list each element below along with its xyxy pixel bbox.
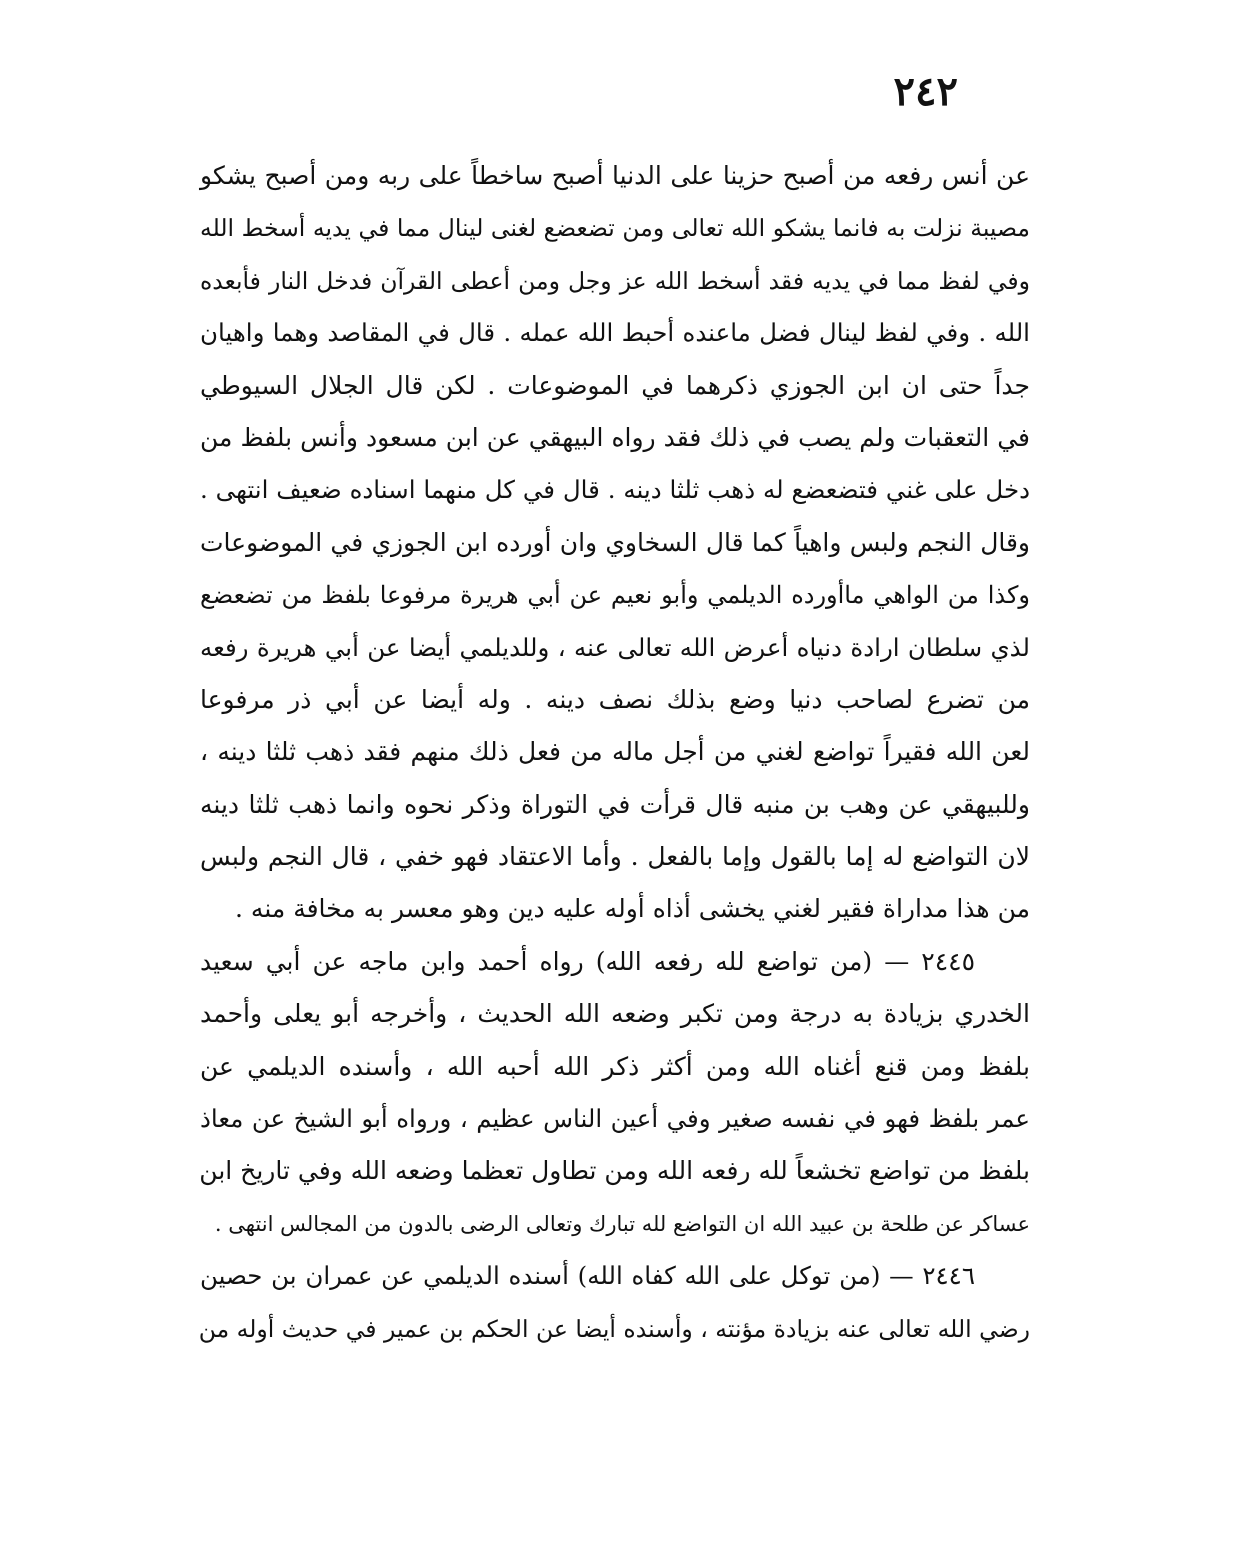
text-line: من تضرع لصاحب دنيا وضع بذلك نصف دينه . وله أيضا عن أبي ذر مرفوعا <box>200 684 1030 714</box>
text-line: جداً حتى ان ابن الجوزي ذكرهما في الموضوعات . لكن قال الجلال السيوطي <box>200 370 1030 400</box>
text-line: وللبيهقي عن وهب بن منبه قال قرأت في التوراة وذكر نحوه وانما ذهب ثلثا دينه <box>200 789 1030 819</box>
text-line: مصيبة نزلت به فانما يشكو الله تعالى ومن تضعضع لغنى لينال مما في يديه أسخط الله <box>200 214 1030 243</box>
page-number: ٢٤٢ <box>893 68 958 115</box>
text-line: رضي الله تعالى عنه بزيادة مؤنته ، وأسنده أيضا عن الحكم بن عمير في حديث أوله من <box>198 1314 1030 1343</box>
text-line: الخدري بزيادة به درجة ومن تكبر وضعه الله الحديث ، وأخرجه أبو يعلى وأحمد <box>200 999 1030 1029</box>
text-line: بلفظ ومن قنع أغناه الله ومن أكثر ذكر الله أحبه الله ، وأسنده الديلمي عن <box>200 1051 1030 1081</box>
text-line: ٢٤٤٦ — (من توكل على الله كفاه الله) أسنده الديلمي عن عمران بن حصين <box>200 1261 975 1291</box>
text-line: الله . وفي لفظ لينال فضل ماعنده أحبط الله عمله . قال في المقاصد وهما واهيان <box>200 318 1030 348</box>
text-line: لان التواضع له إما بالقول وإما بالفعل . وأما الاعتقاد فهو خفي ، قال النجم ولبس <box>200 842 1030 872</box>
text-line: دخل على غني فتضعضع له ذهب ثلثا دينه . قال في كل منهما اسناده ضعيف انتهى . <box>200 475 1030 505</box>
text-line: في التعقبات ولم يصب في ذلك فقد رواه البيهقي عن ابن مسعود وأنس بلفظ من <box>200 422 1030 452</box>
text-line: وفي لفظ مما في يديه فقد أسخط الله عز وجل ومن أعطى القرآن فدخل النار فأبعده <box>200 266 1030 295</box>
text-line: عمر بلفظ فهو في نفسه صغير وفي أعين الناس عظيم ، ورواه أبو الشيخ عن معاذ <box>200 1104 1030 1134</box>
text-line: ٢٤٤٥ — (من تواضع لله رفعه الله) رواه أحمد وابن ماجه عن أبي سعيد <box>200 946 975 976</box>
text-line: لذي سلطان ارادة دنياه أعرض الله تعالى عنه ، وللديلمي أيضا عن أبي هريرة رفعه <box>200 632 1030 662</box>
text-line: عن أنس رفعه من أصبح حزينا على الدنيا أصبح ساخطاً على ربه ومن أصبح يشكو <box>200 161 1030 190</box>
text-line: وكذا من الواهي ماأورده الديلمي وأبو نعيم عن أبي هريرة مرفوعا بلفظ من تضعضع <box>200 581 1030 610</box>
text-line: عساكر عن طلحة بن عبيد الله ان التواضع لله تبارك وتعالى الرضى بالدون من المجالس انتهى . <box>214 1211 1030 1236</box>
text-line: لعن الله فقيراً تواضع لغني من أجل ماله من فعل ذلك منهم فقد ذهب ثلثا دينه ، <box>200 737 1030 767</box>
text-line: من هذا مداراة فقير لغني يخشى أذاه أوله عليه دين وهو معسر به مخافة منه . <box>235 894 1030 924</box>
text-line: بلفظ من تواضع تخشعاً لله رفعه الله ومن تطاول تعظما وضعه الله وفي تاريخ ابن <box>199 1156 1030 1186</box>
text-line: وقال النجم ولبس واهياً كما قال السخاوي وان أورده ابن الجوزي في الموضوعات <box>200 527 1030 557</box>
body-text <box>200 150 1030 1355</box>
